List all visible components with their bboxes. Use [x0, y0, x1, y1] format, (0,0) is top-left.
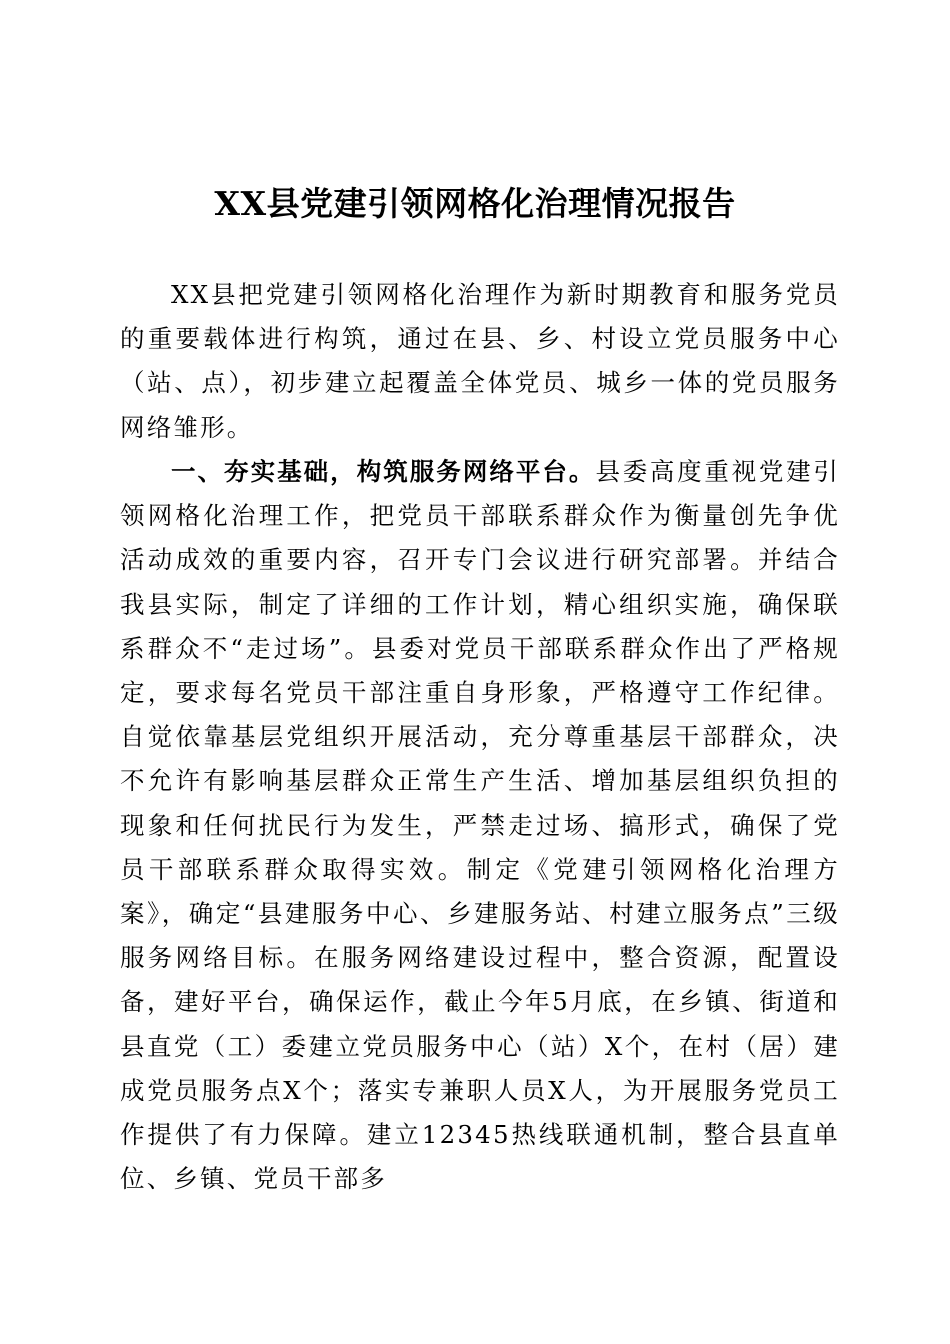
intro-paragraph: XX县把党建引领网格化治理作为新时期教育和服务党员的重要载体进行构筑，通过在县、乡、村设立党员服务中心（站、点），初步建立起覆盖全体党员、城乡一体的党员服务网络雏形。	[120, 280, 840, 442]
section-one-paragraph	[120, 450, 840, 1201]
section-one-heading: 一、夯实基础，构筑服务网络平台。	[171, 457, 596, 486]
section-one-body: 县委高度重视党建引领网格化治理工作，把党员干部联系群众作为衡量创先争优活动成效的重要内容，召开专门会议进行研究部署。并结合我县实际，制定了详细的工作计划，精心组织实施，确保联系群众不“走过场”。县委对党员干部联系群众作出了严格规定，要求每名党员干部注重自身形象，严格遵守工作纪律。自觉依靠基层党组织开展活动，充分尊重基层干部群众，决不允许有影响基层群众正常生产生活、增加基层组织负担的现象和任何扰民行为发生，严禁走过场、搞形式，确保了党员干部联系群众取得实效。制定《党建引领网格化治理方案》，确定“县建服务中心、乡建服务站、村建立服务点”三级服务网络目标。在服务网络建设过程中，整合资源，配置设备，建好平台，确保运作，截止今年5月底，在乡镇、街道和县直党（工）委建立党员服务中心（站）X个，在村（居）建成党员服务点X个；落实专兼职人员X人，为开展服务党员工作提供了有力保障。建立12345热线联通机制，整合县直单位、乡镇、党员干部多	[120, 457, 840, 1194]
document-title: XX县党建引领网格化治理情况报告	[214, 184, 736, 223]
